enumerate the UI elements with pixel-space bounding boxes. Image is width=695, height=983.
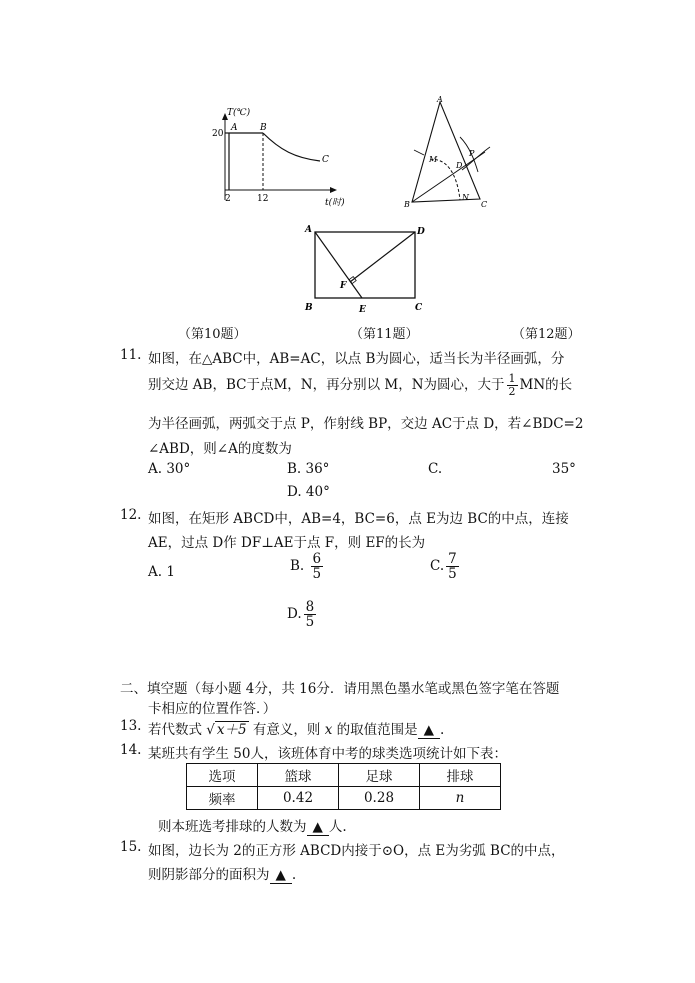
- q14-answer-blank: ▲: [307, 819, 329, 836]
- q11-line2-post: MN的长: [519, 377, 573, 393]
- label-m: M: [429, 155, 438, 164]
- segment-ae: [315, 232, 362, 298]
- q13-post: 的取值范围是: [336, 722, 418, 738]
- label-f: F: [340, 281, 347, 291]
- y-axis-label: T(℃): [227, 108, 251, 118]
- q12-option-d-fraction: [304, 600, 317, 629]
- q14-line2: [158, 815, 347, 836]
- q13-answer-blank: ▲: [418, 722, 440, 739]
- label-n: N: [462, 193, 469, 202]
- q15-line2-pre: 则阴影部分的面积为: [148, 867, 270, 883]
- table-header-cell: 篮球: [258, 764, 339, 787]
- frac-numerator: 8: [305, 599, 315, 615]
- q14-number: 14.: [120, 742, 142, 758]
- q12-option-b-fraction: [311, 552, 324, 581]
- q12-option-d: [287, 600, 318, 629]
- q11-line3: 为半径画弧，两弧交于点 P，作射线 BP，交边 AC于点 D，若∠BDC=2: [148, 416, 584, 432]
- sqrt-radicand: x＋5: [216, 722, 247, 738]
- table-header-cell: 排球: [420, 764, 501, 787]
- table-cell: 频率: [187, 787, 258, 810]
- q13-line: [148, 718, 444, 739]
- label-a: A: [231, 123, 238, 133]
- q11-line1: 如图，在△ABC中，AB=AC，以点 B为圆心，适当长为半径画弧，分: [148, 351, 565, 367]
- rectangle-abcd: [315, 232, 415, 298]
- x-tick-2: 2: [225, 194, 231, 204]
- q11-option-c: C.: [428, 461, 443, 477]
- sqrt-expression: √ x＋5: [206, 722, 247, 738]
- q12-line2: AE，过点 D作 DF⊥AE于点 F，则 EF的长为: [148, 535, 426, 551]
- q11-number: 11.: [120, 347, 142, 363]
- q13-number: 13.: [120, 718, 142, 734]
- table-header-cell: 足球: [339, 764, 420, 787]
- q12-option-c-fraction: [446, 552, 459, 581]
- q13-end: .: [440, 722, 445, 738]
- x-tick-12: 12: [257, 194, 269, 204]
- q12-number: 12.: [120, 507, 142, 523]
- q15-line1: 如图，边长为 2的正方形 ABCD内接于⊙O，点 E为劣弧 BC的中点，: [148, 843, 565, 859]
- section2-heading-line2: 卡相应的位置作答．）: [148, 701, 277, 717]
- table-cell: 0.28: [339, 787, 420, 810]
- q14-line1: 某班共有学生 50人，该班体育中考的球类选项统计如下表：: [148, 746, 507, 762]
- table-cell: 0.42: [258, 787, 339, 810]
- q12-line1: 如图，在矩形 ABCD中，AB=4，BC=6，点 E为边 BC的中点，连接: [148, 511, 569, 527]
- q15-end: .: [291, 867, 297, 883]
- q15-line2: [148, 863, 296, 884]
- q14-line2-pre: 则本班选考排球的人数为: [158, 819, 307, 835]
- cooling-curve-bc: [263, 133, 320, 161]
- figure-11-triangle-construction: [400, 92, 510, 214]
- q15-number: 15.: [120, 839, 142, 855]
- caption-fig12: （第12题）: [512, 327, 581, 342]
- q13-variable: x: [324, 722, 333, 738]
- q14-line2-post: 人.: [328, 819, 347, 835]
- label-a: A: [305, 225, 312, 235]
- table-cell: n: [420, 787, 501, 810]
- section2-heading-line1: 二、填空题（每小题 4分，共 16分．请用黑色墨水笔或黑色签字笔在答题: [120, 681, 560, 697]
- table-header-row: [187, 764, 501, 787]
- q11-option-b: B. 36°: [287, 461, 330, 477]
- label-b: B: [305, 303, 313, 313]
- frac-numerator: 1: [508, 372, 516, 386]
- label-a: A: [437, 95, 443, 104]
- label-c: C: [481, 200, 488, 209]
- label-e: E: [359, 305, 366, 315]
- q11-option-a: A. 30°: [148, 461, 191, 477]
- label-c: C: [415, 303, 423, 313]
- x-axis-arrow: [330, 187, 337, 193]
- frequency-table: [186, 763, 501, 810]
- frac-denominator: 5: [312, 566, 322, 583]
- label-p: P: [469, 149, 475, 158]
- option-c-label: C.: [430, 558, 445, 575]
- label-b: B: [404, 200, 410, 209]
- q11-line2-pre: 别交边 AB，BC于点M，N，再分别以 M，N为圆心，大于: [148, 377, 505, 393]
- frac-numerator: 6: [312, 551, 322, 567]
- frac-denominator: 2: [508, 385, 516, 398]
- frac-denominator: 5: [305, 614, 315, 631]
- y-tick-20: 20: [212, 129, 224, 139]
- figure-12-rectangle: [300, 222, 430, 318]
- caption-fig10: （第10题）: [178, 327, 247, 342]
- label-b: B: [260, 123, 267, 133]
- q11-line2: [148, 373, 572, 398]
- frac-numerator: 7: [448, 551, 457, 567]
- q11-fraction-half: [507, 373, 518, 397]
- q11-option-d: D. 40°: [287, 484, 330, 500]
- q13-mid: 有意义，则: [252, 722, 321, 738]
- label-d: D: [456, 161, 463, 170]
- x-axis-label: t(时): [325, 198, 345, 208]
- q11-line4: ∠ABD，则∠A的度数为: [148, 441, 292, 457]
- table-row: [187, 787, 501, 810]
- caption-fig11: （第11题）: [350, 327, 419, 342]
- frac-denominator: 5: [448, 566, 457, 583]
- option-b-label: B.: [290, 558, 305, 575]
- q12-option-a: A. 1: [148, 564, 175, 580]
- label-d: D: [417, 227, 425, 237]
- q15-answer-blank: ▲: [270, 867, 292, 884]
- q13-pre: 若代数式: [148, 722, 202, 738]
- segment-df: [350, 232, 415, 282]
- label-c: C: [322, 155, 329, 165]
- q11-option-c-value: 35°: [552, 461, 576, 477]
- figure-10-temperature-graph: [205, 105, 345, 210]
- table-header-cell: 选项: [187, 764, 258, 787]
- q12-option-c: [430, 552, 461, 581]
- q12-option-b: [290, 552, 325, 581]
- option-d-label: D.: [287, 606, 302, 623]
